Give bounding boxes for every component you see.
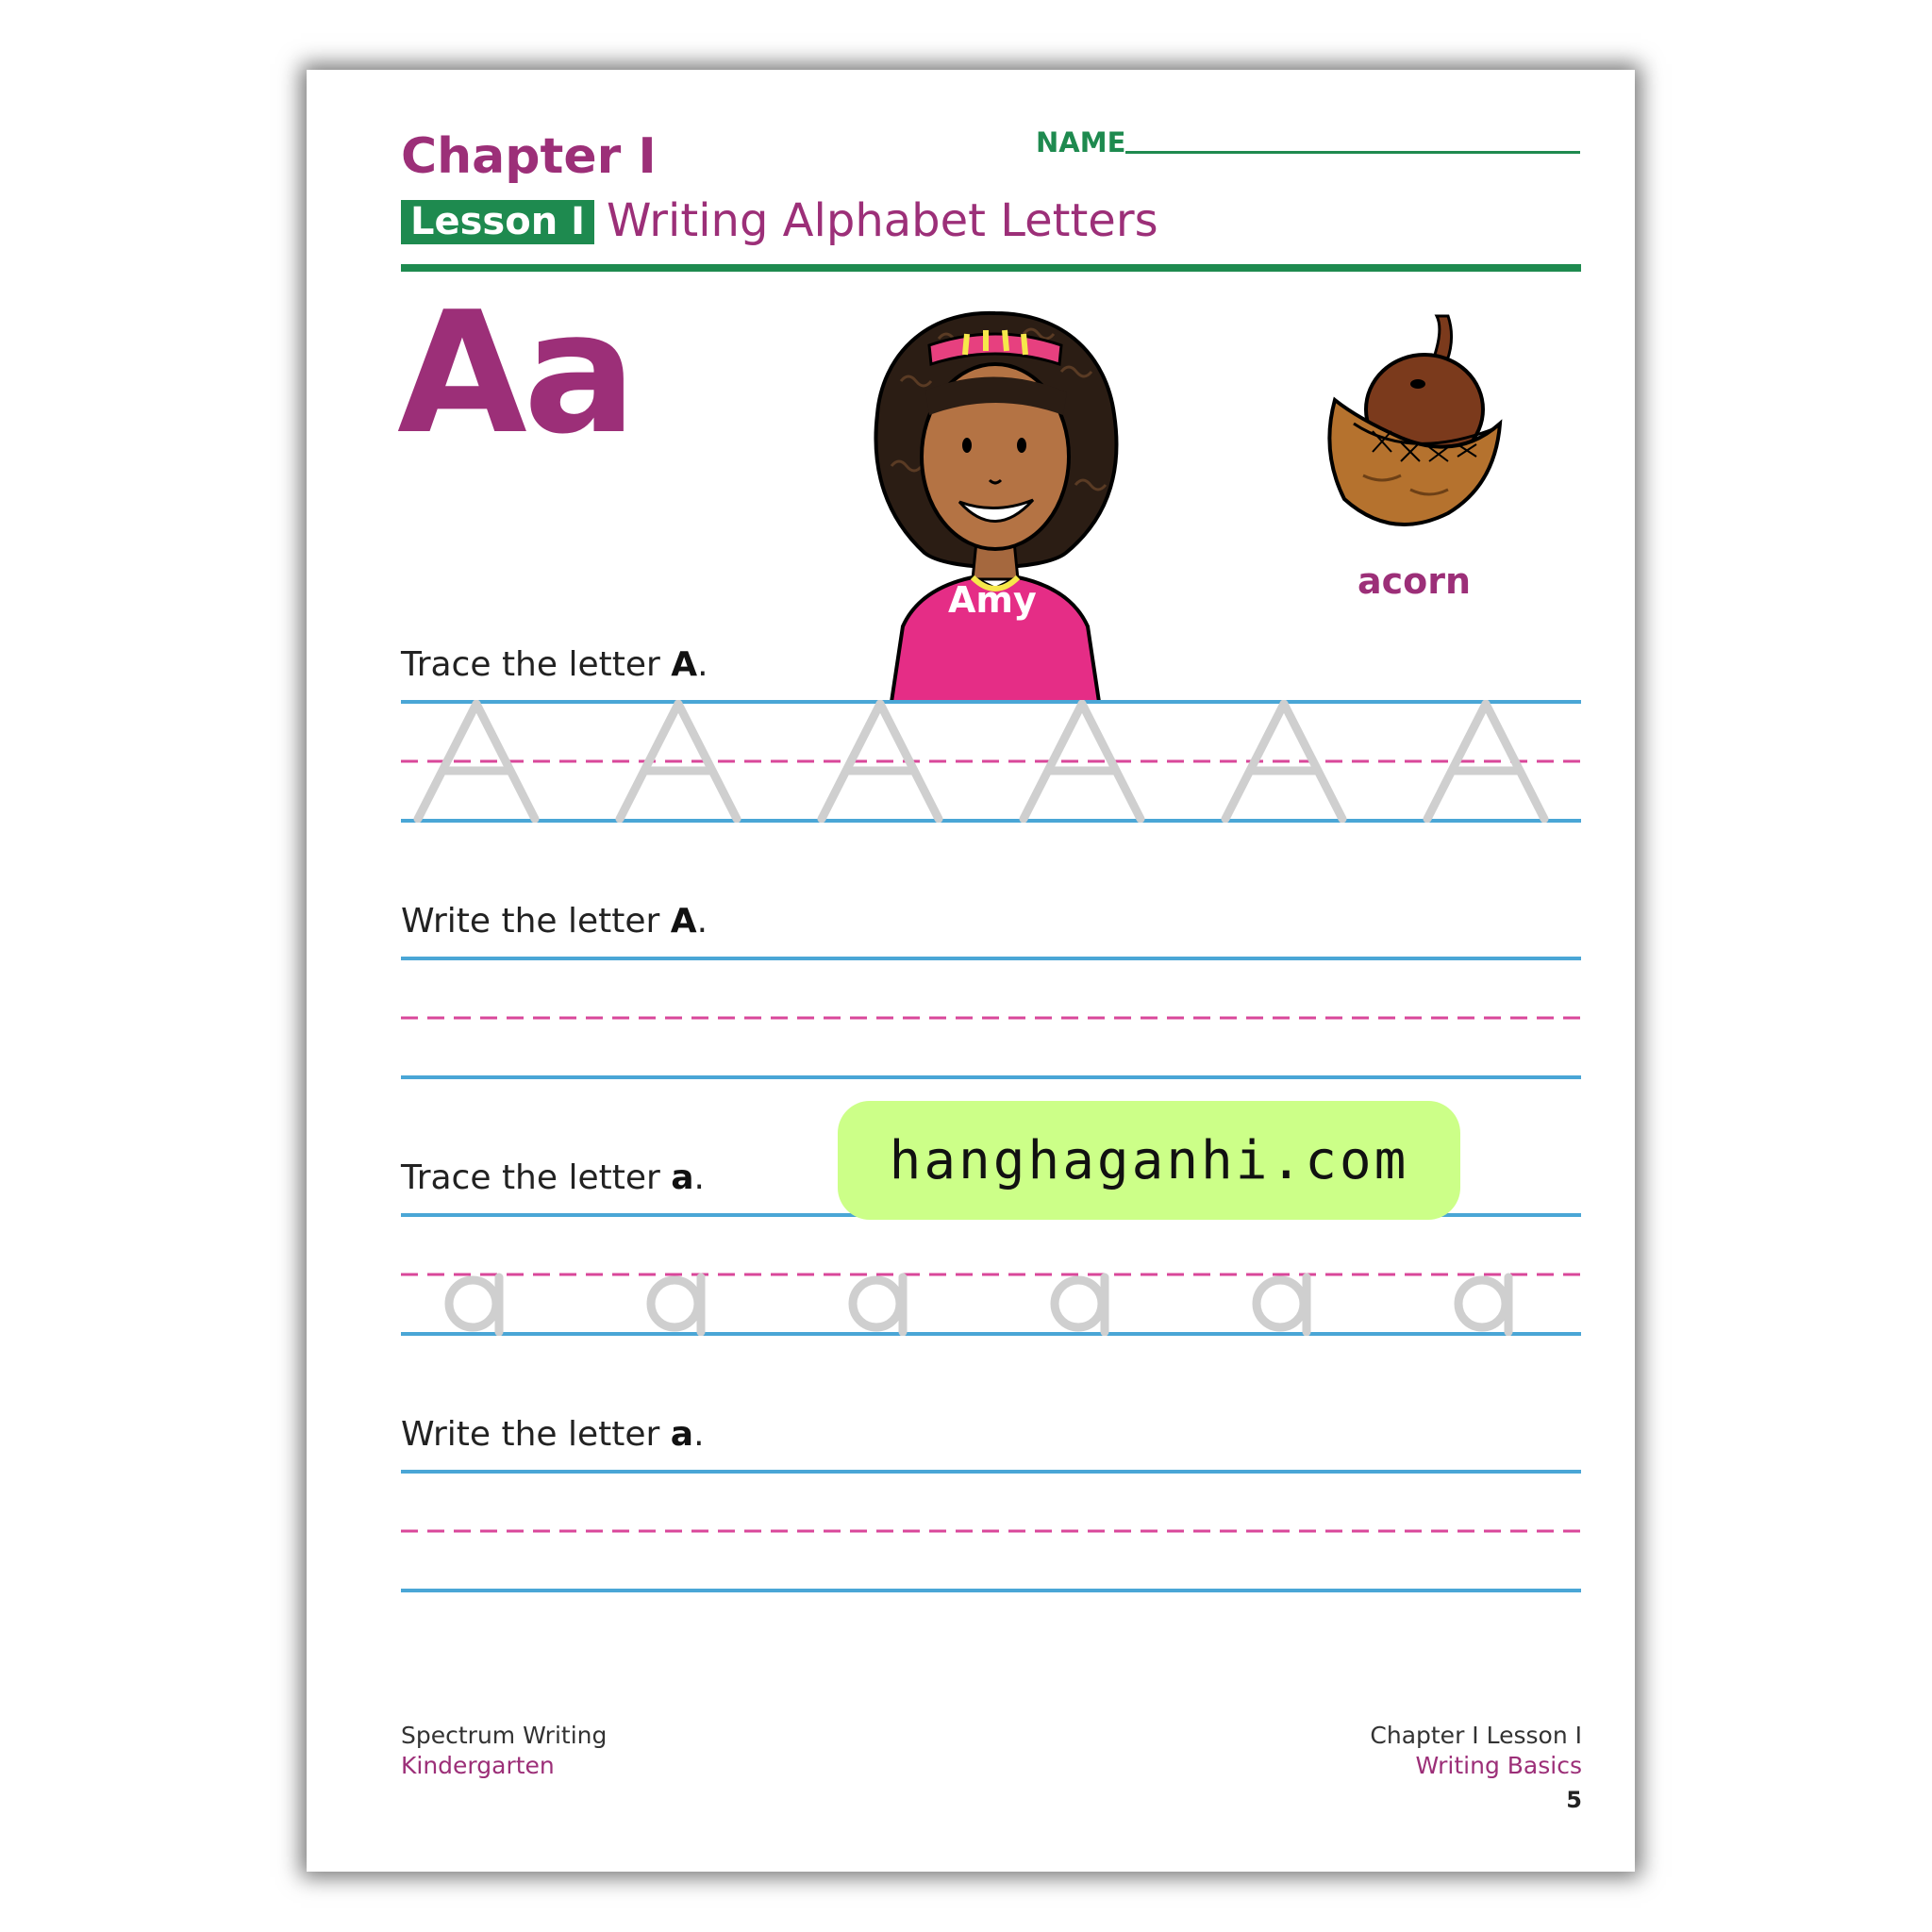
trace-lines-lowercase[interactable] bbox=[401, 1213, 1581, 1336]
footer-grade: Kindergarten bbox=[401, 1752, 555, 1779]
footer-book-title: Spectrum Writing bbox=[401, 1722, 608, 1749]
instruction-trace-lowercase: Trace the letter a. bbox=[401, 1158, 705, 1197]
write-lines-lowercase[interactable] bbox=[401, 1470, 1581, 1592]
trace-glyph-lowercase-a-bowl bbox=[651, 1280, 698, 1327]
instruction-write-lowercase: Write the letter a. bbox=[401, 1415, 705, 1454]
trace-glyph-lowercase-a-bowl bbox=[1055, 1280, 1102, 1327]
instruction-letter: a bbox=[671, 1158, 694, 1197]
instruction-letter: a bbox=[670, 1415, 694, 1454]
acorn-illustration bbox=[1307, 310, 1514, 537]
trace-letters-lowercase bbox=[449, 1277, 1508, 1332]
character-name-label: Amy bbox=[948, 579, 1037, 621]
chapter-title: Chapter I bbox=[401, 128, 657, 185]
name-write-line bbox=[1125, 151, 1580, 154]
instruction-write-uppercase: Write the letter A. bbox=[401, 902, 708, 941]
footer-lesson-info bbox=[1370, 1721, 1582, 1781]
trace-glyph-lowercase-a-bowl bbox=[1257, 1280, 1304, 1327]
instruction-letter: A bbox=[671, 645, 698, 684]
trace-glyph-lowercase-a-bowl bbox=[853, 1280, 900, 1327]
footer-chapter-lesson: Chapter I Lesson I bbox=[1370, 1722, 1582, 1749]
trace-lines-uppercase[interactable] bbox=[401, 700, 1581, 823]
watermark-badge: hanghaganhi.com bbox=[838, 1101, 1460, 1220]
name-label: NAME bbox=[1036, 126, 1126, 158]
footer-section: Writing Basics bbox=[1415, 1752, 1582, 1779]
instruction-trace-uppercase: Trace the letter A. bbox=[401, 645, 708, 684]
featured-letters: Aa bbox=[397, 275, 633, 471]
lesson-title: Writing Alphabet Letters bbox=[607, 194, 1158, 247]
header-divider bbox=[401, 264, 1581, 272]
object-name-label: acorn bbox=[1357, 560, 1472, 602]
lesson-badge: Lesson I bbox=[401, 200, 594, 244]
trace-glyph-lowercase-a-bowl bbox=[1458, 1280, 1506, 1327]
footer-book-info bbox=[401, 1721, 607, 1781]
girl-illustration bbox=[835, 306, 1156, 702]
trace-glyph-lowercase-a-bowl bbox=[449, 1280, 496, 1327]
write-lines-uppercase[interactable] bbox=[401, 957, 1581, 1079]
page-number: 5 bbox=[1566, 1787, 1582, 1813]
worksheet-page bbox=[307, 70, 1635, 1872]
instruction-letter: A bbox=[670, 902, 697, 941]
